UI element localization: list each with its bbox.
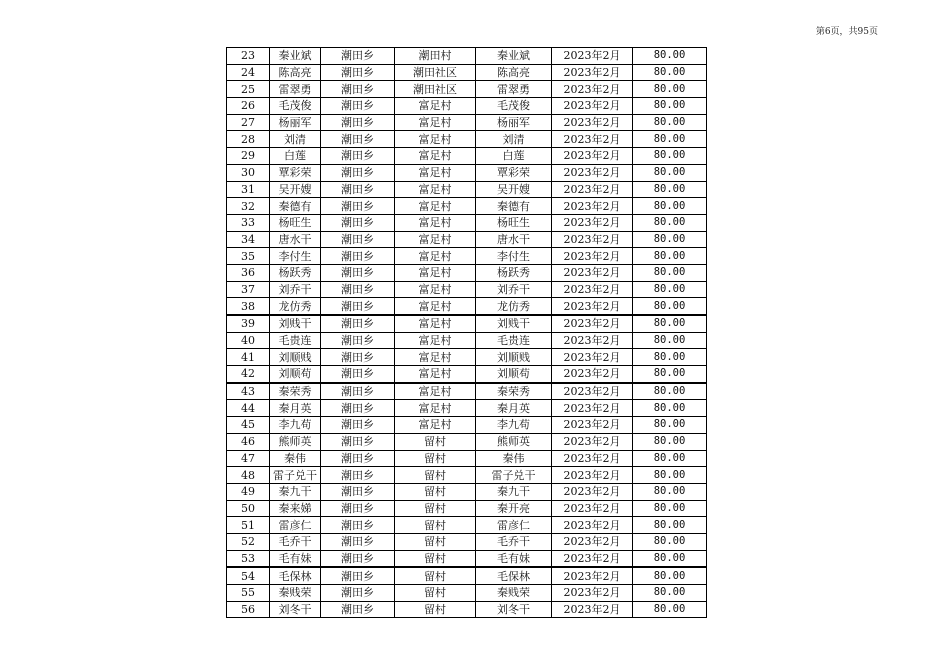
village-cell: 潮田社区 <box>395 81 476 98</box>
name-cell: 刘贱干 <box>270 315 321 332</box>
village-cell: 留村 <box>395 517 476 534</box>
table-row <box>227 550 707 567</box>
payee-cell: 熊师英 <box>476 433 552 450</box>
payee-cell: 刘清 <box>476 131 552 148</box>
row-number-cell: 50 <box>227 500 270 517</box>
table-row <box>227 483 707 500</box>
payee-cell: 秦荣秀 <box>476 383 552 400</box>
township-cell: 潮田乡 <box>321 467 395 484</box>
amount-cell: 80.00 <box>633 417 707 434</box>
table-row <box>227 231 707 248</box>
payee-cell: 覃彩荣 <box>476 164 552 181</box>
month-cell: 2023年2月 <box>552 181 633 198</box>
month-cell: 2023年2月 <box>552 400 633 417</box>
month-cell: 2023年2月 <box>552 450 633 467</box>
amount-cell: 80.00 <box>633 400 707 417</box>
table-row <box>227 417 707 434</box>
township-cell: 潮田乡 <box>321 349 395 366</box>
month-cell: 2023年2月 <box>552 500 633 517</box>
month-cell: 2023年2月 <box>552 131 633 148</box>
table-row <box>227 148 707 165</box>
name-cell: 陈高亮 <box>270 64 321 81</box>
row-number-cell: 25 <box>227 81 270 98</box>
village-cell: 富足村 <box>395 298 476 315</box>
payee-cell: 刘乔干 <box>476 281 552 298</box>
row-number-cell: 49 <box>227 483 270 500</box>
amount-cell: 80.00 <box>633 231 707 248</box>
row-number-cell: 46 <box>227 433 270 450</box>
amount-cell: 80.00 <box>633 550 707 567</box>
township-cell: 潮田乡 <box>321 567 395 584</box>
village-cell: 富足村 <box>395 264 476 281</box>
name-cell: 白莲 <box>270 148 321 165</box>
name-cell: 雷彦仁 <box>270 517 321 534</box>
village-cell: 富足村 <box>395 400 476 417</box>
name-cell: 秦九干 <box>270 483 321 500</box>
row-number-cell: 36 <box>227 264 270 281</box>
month-cell: 2023年2月 <box>552 550 633 567</box>
village-cell: 富足村 <box>395 366 476 383</box>
amount-cell: 80.00 <box>633 281 707 298</box>
township-cell: 潮田乡 <box>321 315 395 332</box>
village-cell: 潮田村 <box>395 48 476 65</box>
month-cell: 2023年2月 <box>552 332 633 349</box>
village-cell: 留村 <box>395 500 476 517</box>
table-row <box>227 98 707 115</box>
row-number-cell: 56 <box>227 601 270 618</box>
village-cell: 留村 <box>395 450 476 467</box>
row-number-cell: 52 <box>227 533 270 550</box>
name-cell: 秦德有 <box>270 198 321 215</box>
name-cell: 毛茂俊 <box>270 98 321 115</box>
name-cell: 刘乔干 <box>270 281 321 298</box>
month-cell: 2023年2月 <box>552 81 633 98</box>
table-row <box>227 500 707 517</box>
amount-cell: 80.00 <box>633 601 707 618</box>
amount-cell: 80.00 <box>633 467 707 484</box>
row-number-cell: 37 <box>227 281 270 298</box>
name-cell: 熊师英 <box>270 433 321 450</box>
village-cell: 富足村 <box>395 131 476 148</box>
name-cell: 杨丽军 <box>270 114 321 131</box>
name-cell: 秦月英 <box>270 400 321 417</box>
name-cell: 覃彩荣 <box>270 164 321 181</box>
payee-cell: 毛有妹 <box>476 550 552 567</box>
amount-cell: 80.00 <box>633 298 707 315</box>
row-number-cell: 44 <box>227 400 270 417</box>
month-cell: 2023年2月 <box>552 315 633 332</box>
month-cell: 2023年2月 <box>552 164 633 181</box>
village-cell: 富足村 <box>395 164 476 181</box>
name-cell: 吴开嫂 <box>270 181 321 198</box>
row-number-cell: 24 <box>227 64 270 81</box>
village-cell: 富足村 <box>395 349 476 366</box>
village-cell: 富足村 <box>395 231 476 248</box>
amount-cell: 80.00 <box>633 131 707 148</box>
name-cell: 李九苟 <box>270 417 321 434</box>
month-cell: 2023年2月 <box>552 567 633 584</box>
township-cell: 潮田乡 <box>321 114 395 131</box>
roster-table <box>226 47 707 618</box>
table-row <box>227 366 707 383</box>
payee-cell: 秦九干 <box>476 483 552 500</box>
township-cell: 潮田乡 <box>321 214 395 231</box>
table-row <box>227 131 707 148</box>
township-cell: 潮田乡 <box>321 264 395 281</box>
payee-cell: 雷子兑干 <box>476 467 552 484</box>
amount-cell: 80.00 <box>633 48 707 65</box>
payee-cell: 雷彦仁 <box>476 517 552 534</box>
payee-cell: 毛保林 <box>476 567 552 584</box>
amount-cell: 80.00 <box>633 517 707 534</box>
month-cell: 2023年2月 <box>552 417 633 434</box>
township-cell: 潮田乡 <box>321 366 395 383</box>
row-number-cell: 53 <box>227 550 270 567</box>
name-cell: 毛贵连 <box>270 332 321 349</box>
row-number-cell: 33 <box>227 214 270 231</box>
village-cell: 富足村 <box>395 181 476 198</box>
village-cell: 留村 <box>395 533 476 550</box>
township-cell: 潮田乡 <box>321 517 395 534</box>
table-row <box>227 517 707 534</box>
township-cell: 潮田乡 <box>321 550 395 567</box>
payee-cell: 秦德有 <box>476 198 552 215</box>
payee-cell: 秦业斌 <box>476 48 552 65</box>
month-cell: 2023年2月 <box>552 533 633 550</box>
name-cell: 刘清 <box>270 131 321 148</box>
township-cell: 潮田乡 <box>321 500 395 517</box>
township-cell: 潮田乡 <box>321 248 395 265</box>
payee-cell: 秦伟 <box>476 450 552 467</box>
table-row <box>227 467 707 484</box>
table-row <box>227 315 707 332</box>
payee-cell: 刘冬干 <box>476 601 552 618</box>
row-number-cell: 29 <box>227 148 270 165</box>
amount-cell: 80.00 <box>633 483 707 500</box>
township-cell: 潮田乡 <box>321 483 395 500</box>
amount-cell: 80.00 <box>633 148 707 165</box>
village-cell: 留村 <box>395 567 476 584</box>
row-number-cell: 38 <box>227 298 270 315</box>
amount-cell: 80.00 <box>633 366 707 383</box>
payee-cell: 李九苟 <box>476 417 552 434</box>
payee-cell: 吴开嫂 <box>476 181 552 198</box>
township-cell: 潮田乡 <box>321 64 395 81</box>
amount-cell: 80.00 <box>633 98 707 115</box>
village-cell: 留村 <box>395 585 476 602</box>
row-number-cell: 54 <box>227 567 270 584</box>
township-cell: 潮田乡 <box>321 298 395 315</box>
township-cell: 潮田乡 <box>321 164 395 181</box>
village-cell: 富足村 <box>395 98 476 115</box>
township-cell: 潮田乡 <box>321 450 395 467</box>
month-cell: 2023年2月 <box>552 467 633 484</box>
amount-cell: 80.00 <box>633 214 707 231</box>
payee-cell: 刘顺贱 <box>476 349 552 366</box>
table-row <box>227 64 707 81</box>
month-cell: 2023年2月 <box>552 483 633 500</box>
row-number-cell: 42 <box>227 366 270 383</box>
village-cell: 富足村 <box>395 417 476 434</box>
name-cell: 雷翠勇 <box>270 81 321 98</box>
amount-cell: 80.00 <box>633 264 707 281</box>
table-row <box>227 601 707 618</box>
amount-cell: 80.00 <box>633 81 707 98</box>
amount-cell: 80.00 <box>633 198 707 215</box>
row-number-cell: 47 <box>227 450 270 467</box>
name-cell: 杨旺生 <box>270 214 321 231</box>
row-number-cell: 39 <box>227 315 270 332</box>
amount-cell: 80.00 <box>633 433 707 450</box>
table-row <box>227 198 707 215</box>
payee-cell: 秦开亮 <box>476 500 552 517</box>
name-cell: 刘顺苟 <box>270 366 321 383</box>
name-cell: 秦贱荣 <box>270 585 321 602</box>
table-row <box>227 281 707 298</box>
amount-cell: 80.00 <box>633 349 707 366</box>
table-row <box>227 400 707 417</box>
row-number-cell: 40 <box>227 332 270 349</box>
month-cell: 2023年2月 <box>552 601 633 618</box>
name-cell: 秦荣秀 <box>270 383 321 400</box>
name-cell: 龙仿秀 <box>270 298 321 315</box>
township-cell: 潮田乡 <box>321 131 395 148</box>
row-number-cell: 28 <box>227 131 270 148</box>
name-cell: 刘冬干 <box>270 601 321 618</box>
row-number-cell: 35 <box>227 248 270 265</box>
table-row <box>227 298 707 315</box>
payee-cell: 杨旺生 <box>476 214 552 231</box>
month-cell: 2023年2月 <box>552 264 633 281</box>
row-number-cell: 45 <box>227 417 270 434</box>
village-cell: 留村 <box>395 433 476 450</box>
table-row <box>227 181 707 198</box>
township-cell: 潮田乡 <box>321 533 395 550</box>
payee-cell: 刘顺苟 <box>476 366 552 383</box>
table-row <box>227 48 707 65</box>
name-cell: 毛有妹 <box>270 550 321 567</box>
payee-cell: 毛贵连 <box>476 332 552 349</box>
row-number-cell: 43 <box>227 383 270 400</box>
month-cell: 2023年2月 <box>552 366 633 383</box>
township-cell: 潮田乡 <box>321 332 395 349</box>
amount-cell: 80.00 <box>633 114 707 131</box>
township-cell: 潮田乡 <box>321 417 395 434</box>
month-cell: 2023年2月 <box>552 148 633 165</box>
month-cell: 2023年2月 <box>552 383 633 400</box>
month-cell: 2023年2月 <box>552 98 633 115</box>
table-row <box>227 450 707 467</box>
name-cell: 唐水干 <box>270 231 321 248</box>
payee-cell: 杨跃秀 <box>476 264 552 281</box>
township-cell: 潮田乡 <box>321 98 395 115</box>
village-cell: 富足村 <box>395 332 476 349</box>
township-cell: 潮田乡 <box>321 81 395 98</box>
village-cell: 留村 <box>395 550 476 567</box>
month-cell: 2023年2月 <box>552 214 633 231</box>
table-row <box>227 533 707 550</box>
roster-body <box>227 48 707 618</box>
township-cell: 潮田乡 <box>321 601 395 618</box>
township-cell: 潮田乡 <box>321 48 395 65</box>
name-cell: 刘顺贱 <box>270 349 321 366</box>
row-number-cell: 34 <box>227 231 270 248</box>
amount-cell: 80.00 <box>633 567 707 584</box>
township-cell: 潮田乡 <box>321 585 395 602</box>
township-cell: 潮田乡 <box>321 198 395 215</box>
table-row <box>227 433 707 450</box>
payee-cell: 李付生 <box>476 248 552 265</box>
village-cell: 富足村 <box>395 281 476 298</box>
month-cell: 2023年2月 <box>552 64 633 81</box>
payee-cell: 刘贱干 <box>476 315 552 332</box>
page-number: 第6页，共95页 <box>815 27 878 37</box>
table-row <box>227 81 707 98</box>
row-number-cell: 55 <box>227 585 270 602</box>
village-cell: 留村 <box>395 483 476 500</box>
table-row <box>227 164 707 181</box>
amount-cell: 80.00 <box>633 332 707 349</box>
table-row <box>227 585 707 602</box>
month-cell: 2023年2月 <box>552 281 633 298</box>
amount-cell: 80.00 <box>633 64 707 81</box>
village-cell: 富足村 <box>395 315 476 332</box>
amount-cell: 80.00 <box>633 315 707 332</box>
payee-cell: 白莲 <box>476 148 552 165</box>
village-cell: 留村 <box>395 601 476 618</box>
name-cell: 秦伟 <box>270 450 321 467</box>
month-cell: 2023年2月 <box>552 585 633 602</box>
month-cell: 2023年2月 <box>552 517 633 534</box>
table-row <box>227 349 707 366</box>
payee-cell: 秦月英 <box>476 400 552 417</box>
township-cell: 潮田乡 <box>321 148 395 165</box>
village-cell: 富足村 <box>395 383 476 400</box>
amount-cell: 80.00 <box>633 164 707 181</box>
name-cell: 秦业斌 <box>270 48 321 65</box>
payee-cell: 雷翠勇 <box>476 81 552 98</box>
village-cell: 潮田社区 <box>395 64 476 81</box>
row-number-cell: 30 <box>227 164 270 181</box>
township-cell: 潮田乡 <box>321 400 395 417</box>
amount-cell: 80.00 <box>633 533 707 550</box>
month-cell: 2023年2月 <box>552 114 633 131</box>
name-cell: 雷子兑干 <box>270 467 321 484</box>
row-number-cell: 41 <box>227 349 270 366</box>
row-number-cell: 48 <box>227 467 270 484</box>
name-cell: 李付生 <box>270 248 321 265</box>
payee-cell: 龙仿秀 <box>476 298 552 315</box>
table-row <box>227 332 707 349</box>
payee-cell: 毛乔干 <box>476 533 552 550</box>
village-cell: 富足村 <box>395 248 476 265</box>
payee-cell: 陈高亮 <box>476 64 552 81</box>
row-number-cell: 26 <box>227 98 270 115</box>
row-number-cell: 27 <box>227 114 270 131</box>
amount-cell: 80.00 <box>633 450 707 467</box>
month-cell: 2023年2月 <box>552 248 633 265</box>
township-cell: 潮田乡 <box>321 383 395 400</box>
amount-cell: 80.00 <box>633 181 707 198</box>
name-cell: 毛保林 <box>270 567 321 584</box>
payee-cell: 毛茂俊 <box>476 98 552 115</box>
amount-cell: 80.00 <box>633 248 707 265</box>
name-cell: 杨跃秀 <box>270 264 321 281</box>
table-row <box>227 114 707 131</box>
row-number-cell: 32 <box>227 198 270 215</box>
table-row <box>227 567 707 584</box>
month-cell: 2023年2月 <box>552 349 633 366</box>
amount-cell: 80.00 <box>633 500 707 517</box>
name-cell: 秦来娣 <box>270 500 321 517</box>
village-cell: 富足村 <box>395 114 476 131</box>
table-row <box>227 214 707 231</box>
table-row <box>227 383 707 400</box>
amount-cell: 80.00 <box>633 585 707 602</box>
month-cell: 2023年2月 <box>552 433 633 450</box>
table-row <box>227 264 707 281</box>
name-cell: 毛乔干 <box>270 533 321 550</box>
village-cell: 富足村 <box>395 198 476 215</box>
month-cell: 2023年2月 <box>552 198 633 215</box>
month-cell: 2023年2月 <box>552 48 633 65</box>
month-cell: 2023年2月 <box>552 298 633 315</box>
payee-cell: 杨丽军 <box>476 114 552 131</box>
table-row <box>227 248 707 265</box>
village-cell: 富足村 <box>395 214 476 231</box>
village-cell: 富足村 <box>395 148 476 165</box>
amount-cell: 80.00 <box>633 383 707 400</box>
village-cell: 留村 <box>395 467 476 484</box>
payee-cell: 唐水干 <box>476 231 552 248</box>
row-number-cell: 51 <box>227 517 270 534</box>
month-cell: 2023年2月 <box>552 231 633 248</box>
township-cell: 潮田乡 <box>321 181 395 198</box>
row-number-cell: 23 <box>227 48 270 65</box>
row-number-cell: 31 <box>227 181 270 198</box>
township-cell: 潮田乡 <box>321 281 395 298</box>
payee-cell: 秦贱荣 <box>476 585 552 602</box>
township-cell: 潮田乡 <box>321 433 395 450</box>
township-cell: 潮田乡 <box>321 231 395 248</box>
